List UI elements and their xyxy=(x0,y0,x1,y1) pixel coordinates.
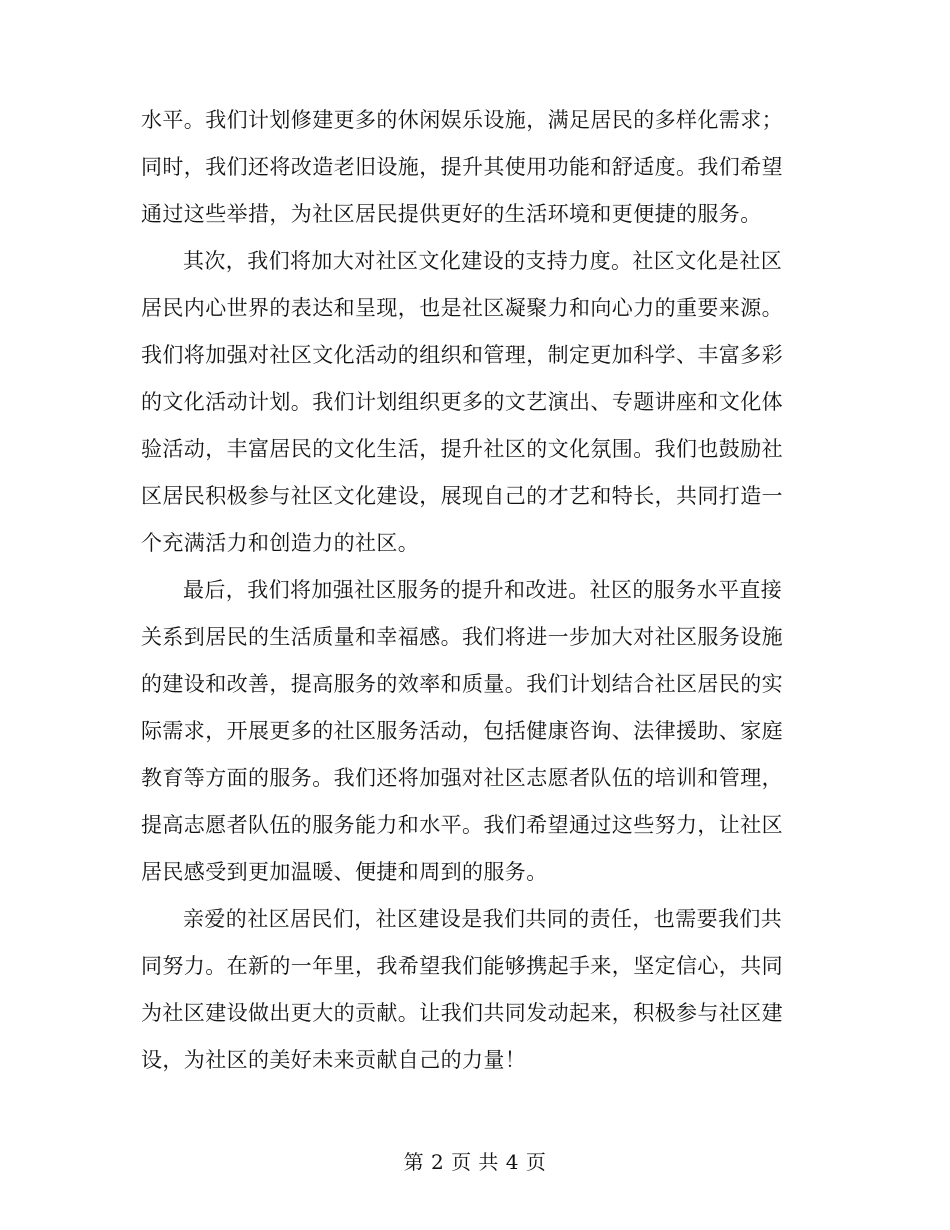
page-number-footer: 第 2 页 共 4 页 xyxy=(403,1150,547,1174)
text-line: 区居民积极参与社区文化建设，展现自己的才艺和特长，共同打造一 xyxy=(141,484,783,508)
text-line: 居民内心世界的表达和呈现，也是社区凝聚力和向心力的重要来源。 xyxy=(141,296,783,320)
text-line: 同时，我们还将改造老旧设施，提升其使用功能和舒适度。我们希望 xyxy=(141,155,783,179)
text-line: 教育等方面的服务。我们还将加强对社区志愿者队伍的培训和管理， xyxy=(141,766,783,790)
document-body xyxy=(141,97,801,1084)
text-line: 个充满活力和创造力的社区。 xyxy=(141,531,420,555)
text-line: 我们将加强对社区文化活动的组织和管理，制定更加科学、丰富多彩 xyxy=(141,343,783,367)
text-line: 关系到居民的生活质量和幸福感。我们将进一步加大对社区服务设施 xyxy=(141,625,783,649)
text-line: 最后，我们将加强社区服务的提升和改进。社区的服务水平直接 xyxy=(183,578,783,602)
text-line: 的建设和改善，提高服务的效率和质量。我们计划结合社区居民的实 xyxy=(141,672,783,696)
text-line: 其次，我们将加大对社区文化建设的支持力度。社区文化是社区 xyxy=(183,249,783,273)
text-line: 际需求，开展更多的社区服务活动，包括健康咨询、法律援助、家庭 xyxy=(141,719,783,743)
text-line: 同努力。在新的一年里，我希望我们能够携起手来，坚定信心，共同 xyxy=(141,954,783,978)
text-line: 通过这些举措，为社区居民提供更好的生活环境和更便捷的服务。 xyxy=(141,202,762,226)
text-line: 的文化活动计划。我们计划组织更多的文艺演出、专题讲座和文化体 xyxy=(141,390,783,414)
text-line: 居民感受到更加温暖、便捷和周到的服务。 xyxy=(141,860,548,884)
text-line: 亲爱的社区居民们，社区建设是我们共同的责任，也需要我们共 xyxy=(183,907,783,931)
text-line: 提高志愿者队伍的服务能力和水平。我们希望通过这些努力，让社区 xyxy=(141,813,783,837)
text-line: 验活动，丰富居民的文化生活，提升社区的文化氛围。我们也鼓励社 xyxy=(141,437,783,461)
text-line: 设，为社区的美好未来贡献自己的力量！ xyxy=(141,1048,527,1072)
text-line: 水平。我们计划修建更多的休闲娱乐设施，满足居民的多样化需求； xyxy=(141,108,783,132)
text-line: 为社区建设做出更大的贡献。让我们共同发动起来，积极参与社区建 xyxy=(141,1001,783,1025)
